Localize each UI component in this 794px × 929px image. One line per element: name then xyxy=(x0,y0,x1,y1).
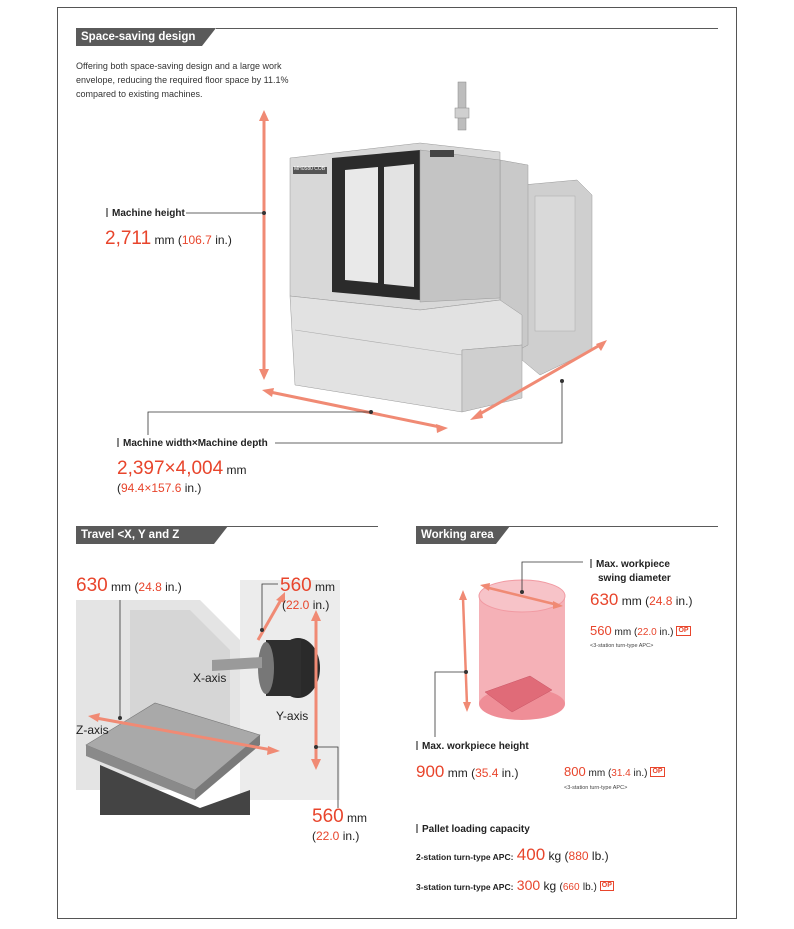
z-axis-label: Z-axis xyxy=(76,723,109,737)
swing-diameter-value: 630 mm (24.8 in.) xyxy=(590,590,693,609)
section-title: Working area xyxy=(416,526,496,544)
width-depth-value: 2,397×4,004 mm xyxy=(117,458,247,479)
swing-note: <3-station turn-type APC> xyxy=(590,643,654,649)
section-title: Travel <X, Y and Z axes> xyxy=(76,526,214,544)
workpiece-height-alt: 800 mm (31.4 in.) OP xyxy=(564,764,663,779)
travel-z-imperial: (22.0 in.) xyxy=(282,598,330,612)
y-axis-label: Y-axis xyxy=(276,709,309,723)
workpiece-height-label: Max. workpiece height xyxy=(416,741,529,752)
pallet-three-station: 3-station turn-type APC: 300 kg (660 lb.) OP xyxy=(416,877,612,893)
pallet-capacity-label: Pallet loading capacity xyxy=(416,824,530,835)
height-note: <3-station turn-type APC> xyxy=(564,785,628,791)
machine-badge-text: MH0580 COB xyxy=(294,166,326,172)
travel-y-value: 560 mm xyxy=(312,806,368,827)
travel-x-value: 630 mm (24.8 in.) xyxy=(76,575,182,596)
travel-y-imperial: (22.0 in.) xyxy=(312,829,360,843)
width-depth-imperial: (94.4×157.6 in.) xyxy=(117,481,202,495)
swing-diameter-label-2: swing diameter xyxy=(598,573,671,584)
swing-diameter-alt: 560 mm (22.0 in.) OP xyxy=(590,623,689,638)
workpiece-height-value: 900 mm (35.4 in.) xyxy=(416,762,519,781)
machine-height-label: Machine height xyxy=(106,208,185,219)
section-title: Space-saving design xyxy=(76,28,202,46)
intro-text: Offering both space-saving design and a large work envelope, reducing the required floor space by 11.1% compared to existing machines. xyxy=(76,61,289,99)
travel-z-value: 560 mm xyxy=(280,575,336,596)
x-axis-label: X-axis xyxy=(193,671,227,685)
pallet-two-station: 2-station turn-type APC: 400 kg (880 lb.) xyxy=(416,845,609,864)
machine-height-value: 2,711 mm (106.7 in.) xyxy=(105,228,232,249)
swing-diameter-label: Max. workpiece xyxy=(590,559,670,570)
width-depth-label: Machine width×Machine depth xyxy=(117,438,268,449)
